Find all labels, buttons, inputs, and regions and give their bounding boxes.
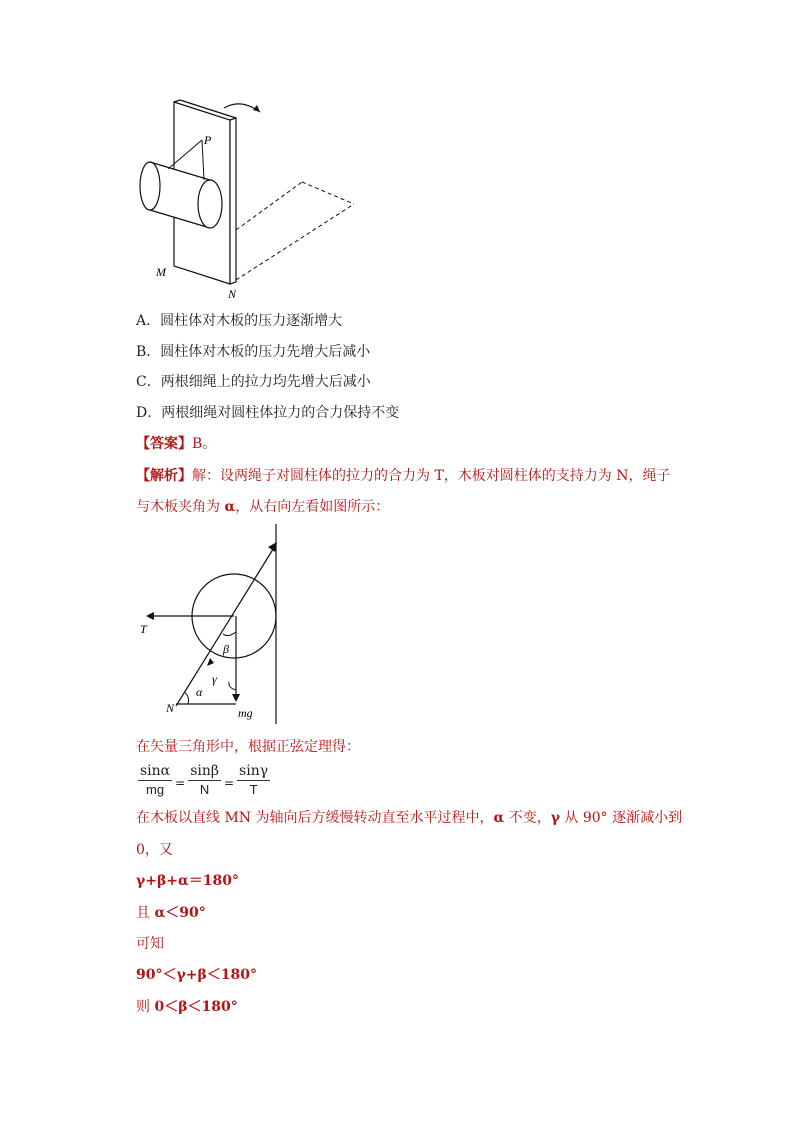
sine-intro: 在矢量三角形中，根据正弦定理得： (136, 739, 360, 755)
label-alpha: α (196, 685, 203, 699)
label-t: T (140, 622, 147, 636)
answer-line: 【答案】B。 (136, 436, 217, 452)
fraction-1: $\frac{\sin\alpha}{mg}$ (140, 763, 171, 797)
condition-alpha: 且 α＜90° (136, 905, 206, 921)
analysis-line-2: 与木板夹角为 α，从右向左看如图所示： (136, 499, 390, 515)
option-a: A．圆柱体对木板的压力逐渐增大 (136, 313, 343, 329)
label-p: P (204, 133, 212, 147)
option-b: B．圆柱体对木板的压力先增大后减小 (136, 344, 371, 360)
equation-range: 90°＜γ+β＜180° (136, 967, 257, 983)
rotation-line-2: 0，又 (136, 842, 173, 858)
label-mg: mg (238, 706, 253, 720)
mg-arrowhead (232, 694, 240, 702)
rotation-arrow (224, 104, 260, 112)
force-diagram (126, 520, 298, 728)
option-d: D．两根细绳对圆柱体拉力的合力保持不变 (136, 405, 400, 421)
fraction-3: $\frac{\sin\gamma}{T}$ (239, 763, 269, 797)
option-c: C．两根细绳上的拉力均先增大后减小 (136, 374, 371, 390)
label-m: M (156, 265, 166, 279)
equation-sum: γ+β+α＝180° (136, 873, 239, 889)
sine-law-equation: $\frac{\sin\alpha}{mg}$ = $\frac{\sin\beta}{N}$ = $\frac{\sin\gamma}{T}$ (136, 762, 272, 799)
label-beta: β (223, 642, 229, 656)
analysis-line-1: 【解析】解：设两绳子对圆柱体的拉力的合力为 T，木板对圆柱体的支持力为 N，绳子 (136, 468, 671, 484)
label-n: N (228, 287, 237, 301)
board-side (230, 118, 236, 284)
conclusion-beta: 则 0＜β＜180° (136, 999, 238, 1015)
can-know: 可知 (136, 936, 164, 952)
fraction-2: $\frac{\sin\beta}{N}$ (190, 763, 219, 797)
t-arrowhead (146, 612, 154, 620)
rotation-line-1: 在木板以直线 MN 为轴向后方缓慢转动直至水平过程中，α 不变，γ 从 90° 逐渐减小到 (136, 810, 683, 826)
board-cylinder-figure (126, 96, 366, 306)
label-n2: N (166, 701, 175, 715)
label-gamma: γ (212, 672, 217, 686)
